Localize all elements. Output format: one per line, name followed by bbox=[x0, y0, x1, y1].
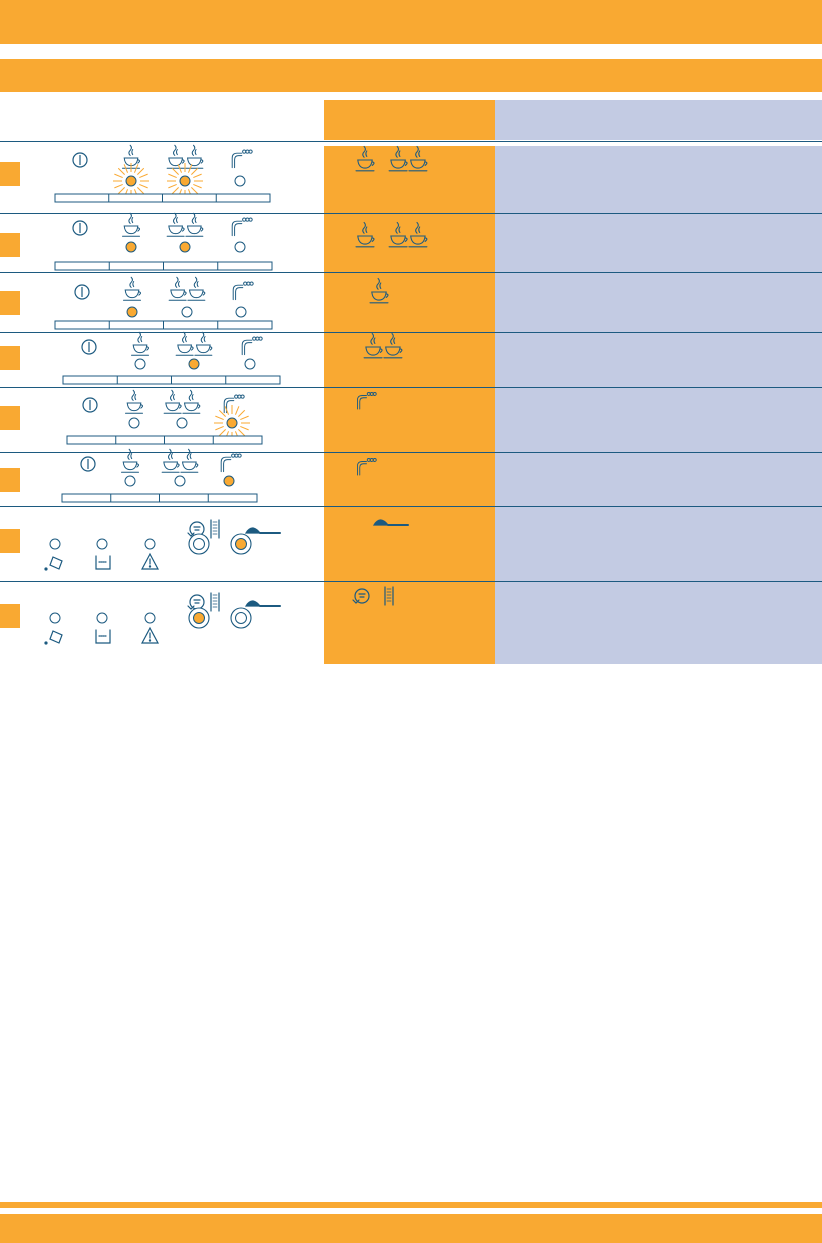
led-off bbox=[182, 307, 192, 317]
led-off bbox=[235, 176, 245, 186]
cup-icon bbox=[183, 390, 200, 413]
steam-icon bbox=[232, 150, 252, 168]
led-on bbox=[189, 359, 199, 369]
cup-icon bbox=[195, 332, 212, 355]
cup-icon bbox=[409, 147, 427, 171]
led-off bbox=[50, 539, 60, 549]
cup-icon bbox=[164, 390, 181, 413]
steam-icon bbox=[358, 459, 377, 476]
descale-icon bbox=[188, 595, 204, 609]
grounds-container-icon bbox=[96, 556, 110, 569]
cup-icon bbox=[167, 145, 184, 168]
cup-icon bbox=[364, 334, 382, 358]
cup-icon bbox=[188, 277, 205, 300]
steam-icon bbox=[358, 393, 377, 410]
cup-icon bbox=[389, 223, 407, 247]
cup-icon bbox=[176, 332, 193, 355]
coffee-spoon-icon bbox=[246, 601, 280, 606]
cup-icon bbox=[162, 449, 179, 472]
cup-icon bbox=[124, 277, 141, 300]
steam-icon bbox=[233, 282, 253, 300]
cup-icon bbox=[356, 223, 374, 247]
cup-icon bbox=[409, 223, 427, 247]
led-on bbox=[180, 242, 190, 252]
cup-icon bbox=[123, 213, 140, 236]
cup-icon bbox=[181, 449, 198, 472]
coffee-spoon-icon bbox=[374, 520, 408, 525]
led-on bbox=[180, 176, 190, 186]
cup-icon bbox=[126, 390, 143, 413]
led-off bbox=[145, 539, 155, 549]
bottom-color-band bbox=[0, 1214, 822, 1243]
led-on bbox=[127, 307, 137, 317]
bottom-thin-band bbox=[0, 1202, 822, 1208]
led-off bbox=[145, 613, 155, 623]
led-off bbox=[235, 242, 245, 252]
led-on bbox=[227, 418, 237, 428]
led-off bbox=[236, 307, 246, 317]
led-off bbox=[97, 613, 107, 623]
led-on bbox=[126, 242, 136, 252]
led-off bbox=[135, 359, 145, 369]
led-on bbox=[224, 476, 234, 486]
cup-icon bbox=[132, 332, 149, 355]
warning-icon bbox=[142, 554, 158, 569]
filter-icon bbox=[211, 593, 219, 611]
cup-icon bbox=[384, 334, 402, 358]
coffee-spoon-icon bbox=[246, 528, 280, 533]
led-off bbox=[236, 613, 247, 624]
grounds-container-icon bbox=[96, 630, 110, 643]
filter-icon bbox=[385, 587, 393, 605]
led-on bbox=[126, 176, 136, 186]
cup-icon bbox=[186, 145, 203, 168]
water-jug-icon bbox=[45, 631, 62, 644]
steam-icon bbox=[242, 337, 262, 355]
cup-icon bbox=[167, 213, 184, 236]
led-off bbox=[97, 539, 107, 549]
cup-icon bbox=[356, 147, 374, 171]
led-off bbox=[125, 476, 135, 486]
led-on bbox=[194, 613, 205, 624]
cup-icon bbox=[389, 147, 407, 171]
steam-icon bbox=[224, 395, 244, 413]
warning-icon bbox=[142, 628, 158, 643]
led-off bbox=[194, 539, 205, 550]
steam-icon bbox=[232, 218, 252, 236]
led-on bbox=[236, 539, 247, 550]
led-off bbox=[175, 476, 185, 486]
led-off bbox=[50, 613, 60, 623]
led-off bbox=[129, 418, 139, 428]
cup-icon bbox=[370, 279, 388, 303]
led-off bbox=[177, 418, 187, 428]
led-off bbox=[245, 359, 255, 369]
cup-icon bbox=[169, 277, 186, 300]
water-jug-icon bbox=[45, 557, 62, 570]
cup-icon bbox=[186, 213, 203, 236]
filter-icon bbox=[211, 520, 219, 538]
descale-icon bbox=[353, 589, 369, 603]
cup-icon bbox=[122, 449, 139, 472]
steam-icon bbox=[221, 454, 241, 472]
